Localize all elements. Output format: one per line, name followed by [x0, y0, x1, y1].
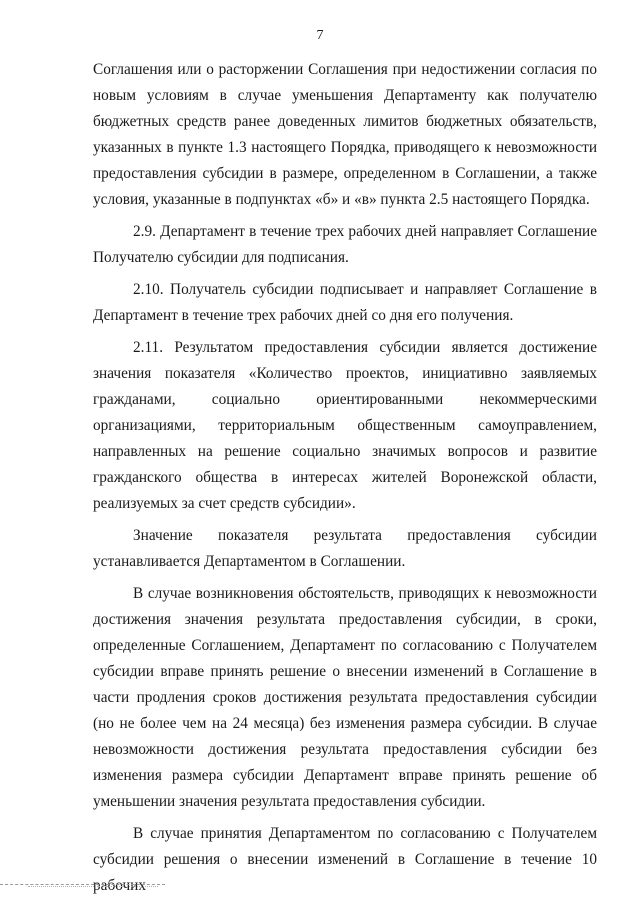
footer-divider-secondary	[28, 886, 158, 887]
paragraph-indicator-value: Значение показателя результата предоставления субсидии устанавливается Департаментом в Соглашении.	[93, 527, 597, 570]
document-body	[93, 57, 597, 905]
paragraph-2-9: 2.9. Департамент в течение трех рабочих дней направляет Соглашение Получателю субсидии для подписания.	[93, 223, 597, 266]
paragraph-continuation: Соглашения или о расторжении Соглашения при недостижении согласия по новым условиям в случае уменьшения Департаменту как получателю бюджетных средств ранее доведенных лимитов бюджетных обязательств, указанных в пункте 1.3 настоящего Порядка, приводящего к невозможности предоставления субсидии в размере, определенном в Соглашении, а также условия, указанные в подпунктах «б» и «в» пункта 2.5 настоящего Порядка.	[93, 61, 597, 208]
paragraph-2-10: 2.10. Получатель субсидии подписывает и направляет Соглашение в Департамент в течение трех рабочих дней со дня его получения.	[93, 281, 597, 324]
footer-divider	[0, 884, 165, 885]
paragraph-2-11: 2.11. Результатом предоставления субсидии является достижение значения показателя «Количество проектов, инициативно заявляемых гражданами, социально ориентированными некоммерческими организациями, территориальным общественным самоуправлением, направленных на решение социально значимых вопросов и развитие гражданского общества в интересах жителей Воронежской области, реализуемых за счет средств субсидии».	[93, 339, 597, 512]
page-number: 7	[316, 28, 324, 43]
paragraph-circumstances: В случае возникновения обстоятельств, приводящих к невозможности достижения значения результата предоставления субсидии, в сроки, определенные Соглашением, Департамент по согласованию с Получателем субсидии вправе принять решение о внесении изменений в Соглашение в части продления сроков достижения результата предоставления субсидии (но не более чем на 24 месяца) без изменения размера субсидии. В случае невозможности достижения результата предоставления субсидии без изменения размера субсидии Департамент вправе принять решение об уменьшении значения результата предоставления субсидии.	[93, 585, 597, 810]
paragraph-decision: В случае принятия Департаментом по согласованию с Получателем субсидии решения о внесении изменений в Соглашение в течение 10 рабочих	[93, 825, 597, 894]
